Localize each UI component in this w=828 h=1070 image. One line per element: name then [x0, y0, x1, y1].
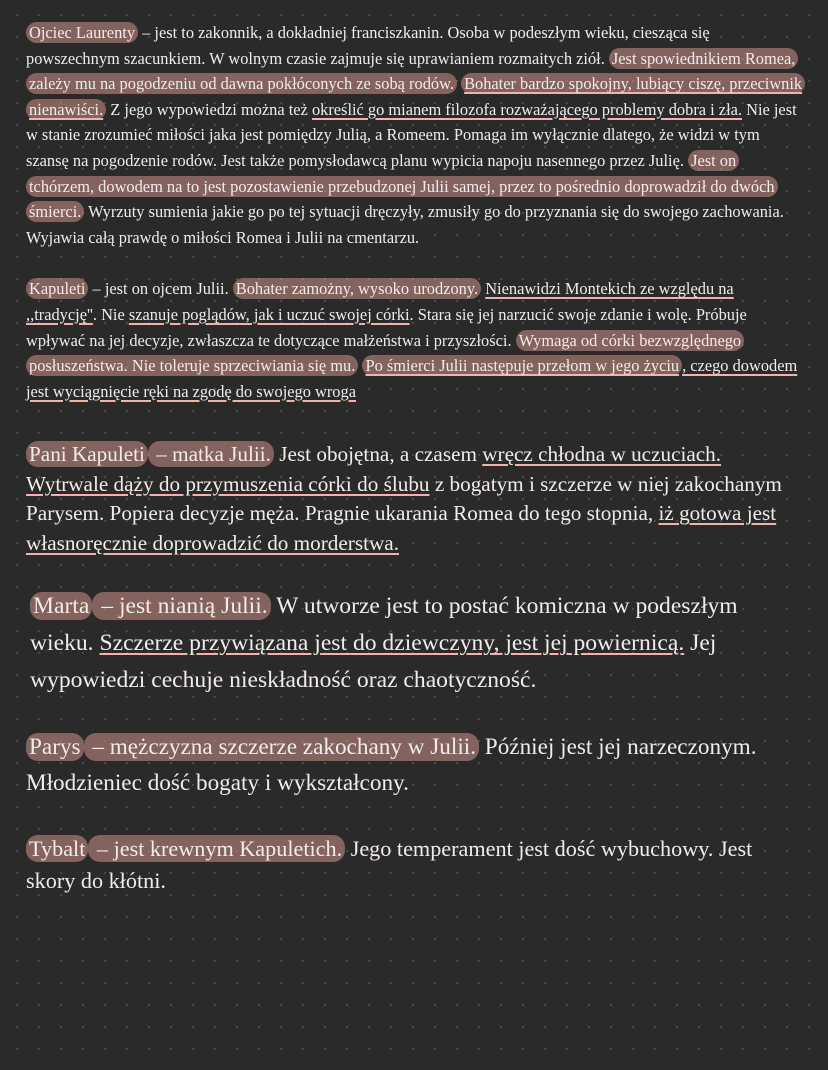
text: Później jest jej narzeczonym. Młodzieniec dość bogaty i wykształcony. — [26, 734, 757, 797]
text: Nie jest w stanie zrozumieć miłości jaka jest pomiędzy Julią, a Romeem. Pomaga im wyłącznie dlatego, że widzi w tym szansę na pogodzenie rodów. Jest także pomysłodawcą planu wypicia napoju nasennego przez Julię. — [26, 99, 797, 170]
text: – jest to zakonnik, a dokładniej franciszkanin. Osoba w podeszłym wieku, ciesząca się powszechnym szacunkiem. W wolnym czasie zajmuje się uprawianiem rozmaitych ziół. — [26, 23, 710, 68]
text: W utworze jest to postać komiczna w podeszłym wieku. — [30, 593, 738, 657]
underlined-text: Nienawidzi Montekich ze względu na ,,tradycję'' — [26, 279, 734, 324]
highlighted-text: – mężczyzna szczerze zakochany w Julii. — [84, 733, 479, 761]
highlighted-text: Bohater zamożny, wysoko urodzony. — [233, 278, 481, 299]
character-name-pani-kapuleti: Pani Kapuleti — [26, 441, 148, 467]
underlined-text: iż gotowa jest własnoręcznie doprowadzić do morderstwa. — [26, 501, 777, 555]
character-name-tybalt: Tybalt — [26, 835, 88, 862]
text: Wyrzuty sumienia jakie go po tej sytuacji dręczyły, zmusiły go do przyznania się do swojego zachowania. Wyjawia całą prawdę o miłości Romea i Julii na cmentarzu. — [26, 202, 784, 247]
paragraph-ojciec-laurenty — [26, 20, 804, 250]
highlighted-underlined-text: Po śmierci Julii następuje przełom w jego życiu — [362, 355, 682, 376]
text: Jego temperament jest dość wybuchowy. Jest skory do kłótni. — [26, 836, 753, 894]
paragraph-parys — [26, 729, 804, 801]
highlighted-text: – matka Julii. — [148, 441, 274, 467]
paragraph-tybalt — [26, 833, 804, 897]
highlighted-text: Jest spowiednikiem Romea, zależy mu na pogodzeniu od dawna pokłóconych ze sobą rodów. — [26, 48, 798, 95]
highlighted-text: – jest krewnym Kapuletich. — [88, 835, 345, 862]
highlighted-text: – jest nianią Julii. — [92, 592, 270, 620]
text: Z jego wypowiedzi można też — [106, 99, 312, 119]
character-name-marta: Marta — [30, 592, 92, 620]
text: . Stara się jej narzucić swoje zdanie i wolę. Próbuje wpływać na jej decyzje, zwłaszcza te dotyczące małżeństwa i przyszłości. — [26, 304, 747, 350]
text: . Nie — [92, 304, 129, 324]
underlined-text: określić go mianem filozofa rozważającego problemy dobra i zła. — [311, 99, 743, 119]
character-name-ojciec-laurenty: Ojciec Laurenty — [26, 22, 138, 43]
highlighted-text: Jest on tchórzem, dowodem na to jest pozostawienie przebudzonej Julii samej, przez to pośrednio doprowadził do dwóch śmierci. — [26, 150, 778, 222]
highlighted-text: Wymaga od córki bezwzględnego posłuszeństwa. Nie toleruje sprzeciwiania się mu. — [26, 330, 744, 377]
paragraph-pani-kapuleti — [26, 440, 804, 558]
underlined-text: , czego dowodem jest wyciągnięcie ręki na zgodę do swojego wroga — [26, 356, 798, 401]
underlined-text: Szczerze przywiązana jest do dziewczyny, jest jej powiernicą. — [99, 630, 685, 657]
underlined-text: Wytrwale dąży do przymuszenia córki do ślubu — [26, 471, 430, 496]
text: – jest on ojcem Julii. — [88, 279, 233, 299]
character-name-kapuleti: Kapuleti — [26, 278, 88, 299]
character-name-parys: Parys — [26, 733, 84, 761]
paragraph-marta — [26, 588, 804, 699]
underlined-text: szanuje poglądów, jak i uczuć swojej córki — [128, 304, 410, 324]
text: Jest obojętna, a czasem — [273, 442, 483, 467]
text: z bogatym i szczerze w niej zakochanym Parysem. Popiera decyzje męża. Pragnie ukarania Romea do tego stopnia, — [26, 471, 782, 526]
underlined-text: wręcz chłodna w uczuciach. — [482, 442, 722, 467]
highlighted-underlined-text: Bohater bardzo spokojny, lubiący ciszę, przeciwnik nienawiści. — [26, 73, 805, 120]
paragraph-kapuleti — [26, 276, 804, 404]
text: Jej wypowiedzi cechuje nieskładność oraz chaotyczność. — [30, 630, 717, 694]
